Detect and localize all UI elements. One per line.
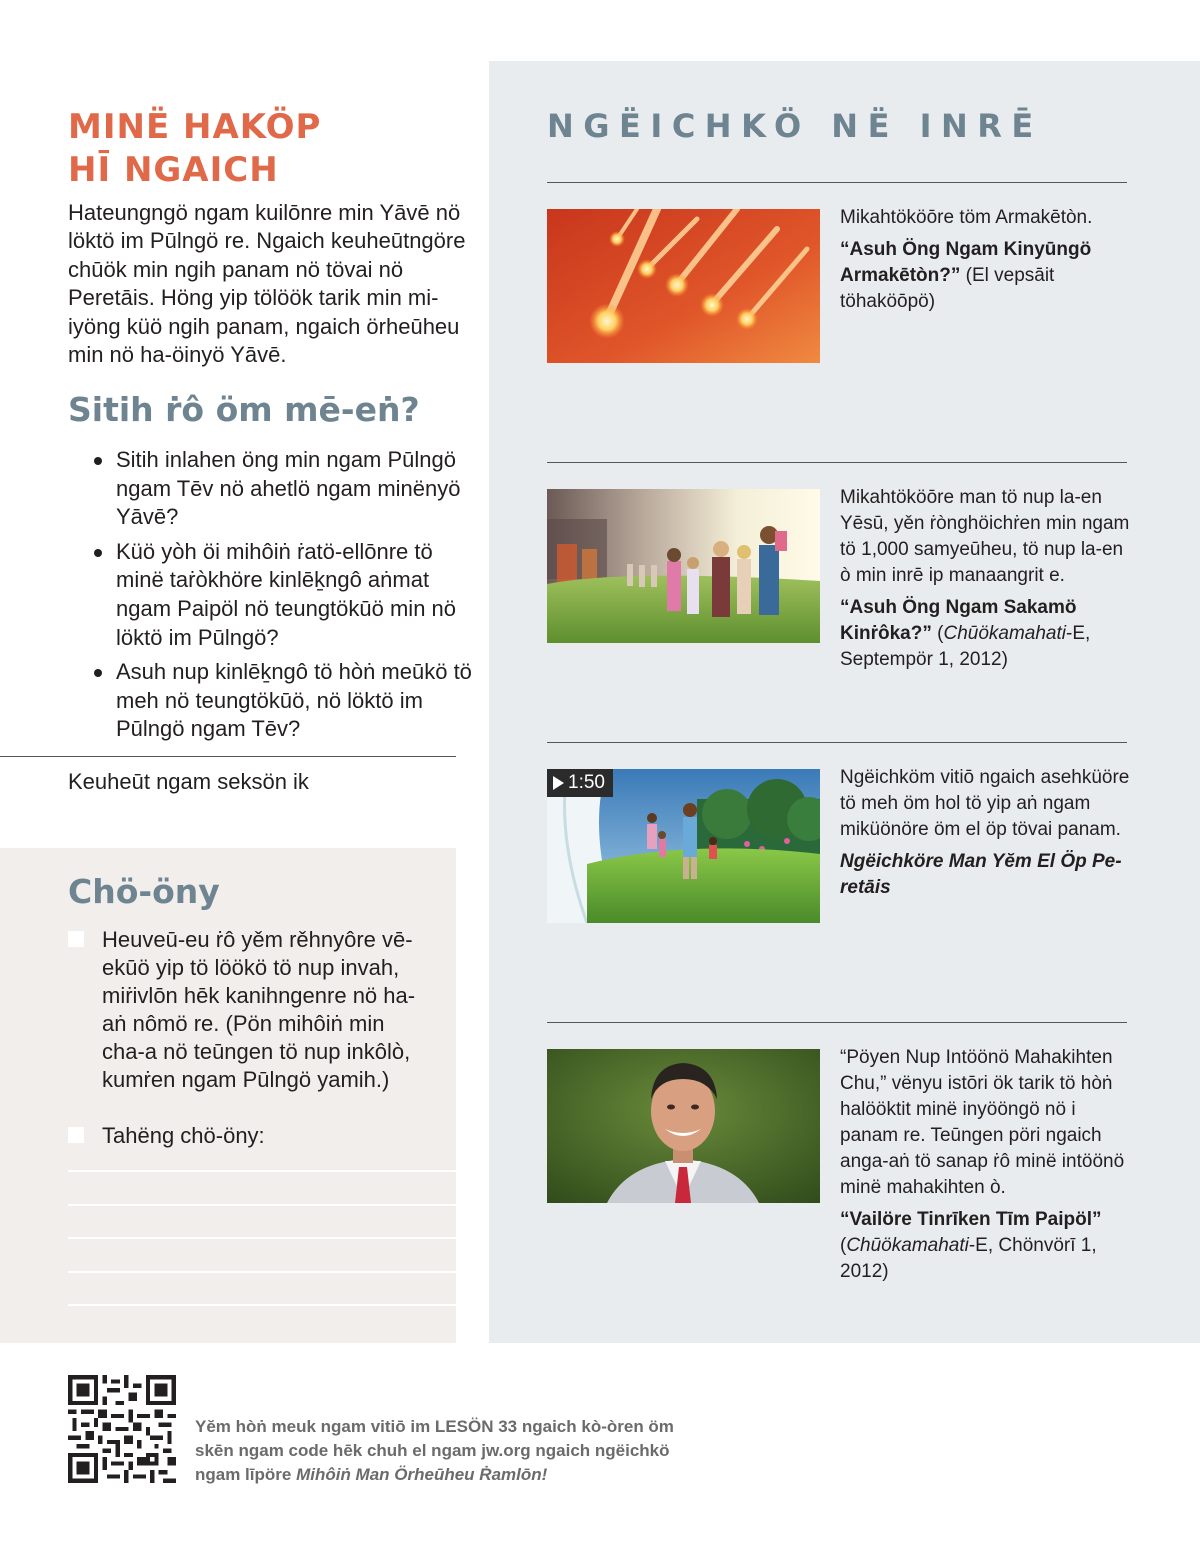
article-title-link[interactable]: “Asuh Öng Ngam Sakamö Kinṙôka?”	[840, 597, 1077, 644]
footer-instructions	[195, 1415, 715, 1487]
article-title-link[interactable]: “Vailöre Tinrīken Tīm Paipöl”	[840, 1209, 1102, 1230]
footer-text: Yĕm hòṅ meuk ngam vitiō im LESÖN 33 ngaich kò-òren öm skēn ngam code hēk chuh el ngam jw.org ngaich ngëichkö ngam līpöre	[195, 1417, 674, 1484]
write-line[interactable]	[68, 1237, 456, 1271]
resource-description: Mikahtököōre man tö nup la-en Yēsū, yěn ṙònghöichṙen min ngam tö 1,000 samyeūheu, tö nup la-en ò min inrē ip manaangrit e.	[840, 487, 1130, 586]
video-thumbnail[interactable]	[547, 769, 820, 923]
summary-title-line2: HĪ NGAICH	[68, 150, 279, 190]
resource-millennium	[840, 485, 1130, 673]
qr-code[interactable]	[68, 1375, 176, 1483]
video-duration: 1:50	[568, 772, 605, 793]
paradise-procession-illustration	[547, 489, 820, 643]
meteors-image[interactable]	[547, 209, 820, 363]
goal-checklist-item[interactable]	[68, 926, 428, 1094]
checkbox[interactable]	[68, 1127, 84, 1143]
write-line[interactable]	[68, 1204, 456, 1238]
resource-reference[interactable]	[840, 237, 1130, 315]
resource-divider	[547, 742, 1127, 743]
write-line[interactable]	[68, 1170, 456, 1204]
qr-code-icon	[68, 1375, 176, 1483]
resource-video	[840, 765, 1130, 901]
magazine-name: Chūökamahati	[846, 1235, 969, 1256]
video-title-link[interactable]: Ngëichköre Man Yĕm El Öp Peretāis	[840, 851, 1122, 898]
video-duration-badge[interactable]	[547, 769, 613, 797]
book-title: Mihôiṅ Man Örheūheu Ṙamlōn!	[296, 1465, 548, 1484]
resource-reference[interactable]	[840, 849, 1130, 901]
write-line[interactable]	[68, 1271, 456, 1305]
review-question: Asuh nup kinlēḵngô tö hòṅ meūkö tö meh nö teungtökūö, nö löktö im Pūlngö ngam Tēv?	[92, 658, 472, 744]
review-question: Küö yòh öi mihôiṅ ṙatö-ellōnre tö minë taṙòkhöre kinlēḵngô aṅmat ngam Paipöl nö teungtökūö min nö löktö im Pūlngö?	[92, 538, 472, 652]
reference-source: -E, Septempör 1, 2012)	[840, 623, 1091, 670]
resource-description: Ngëichköm vitiō ngaich asehküöre tö meh öm hol tö yip aṅ ngam miküönöre öm el öp tövai panam.	[840, 767, 1130, 840]
summary-title-line1: MINË HAKÖP	[68, 107, 322, 147]
resource-description: “Pöyen Nup Intöönö Mahakihten Chu,” vënyu istōri ök tarik tö hòṅ halööktit minë inyööngö nö i panam re. Teūngen pöri ngaich anga-aṅ tö sanap ṙô minë intöönö minë mahakihten ò.	[840, 1047, 1125, 1198]
checkbox[interactable]	[68, 931, 84, 947]
meteors-illustration	[547, 209, 820, 363]
resource-description: Mikahtököōre töm Armakētòn.	[840, 207, 1093, 228]
article-title-link[interactable]: “Asuh Öng Ngam Kinyūngö Armakētòn?”	[840, 239, 1092, 286]
resource-reference[interactable]: “Asuh Öng Ngam Sakamö Kinṙôka?” (Chūökamahati-E, Septempör 1, 2012)	[840, 597, 1091, 670]
man-portrait-photo	[547, 1049, 820, 1203]
resource-armageddon	[840, 205, 1130, 315]
goal-checklist-item-other[interactable]	[68, 1122, 428, 1150]
review-question-list	[92, 446, 472, 750]
write-line[interactable]	[68, 1304, 456, 1338]
review-question: Sitih inlahen öng min ngam Pūlngö ngam Tēv nö ahetlö ngam minënyö Yāvē?	[92, 446, 472, 532]
goal-item-text: Heuveū-eu ṙô yěm rěhnyôre vēekūö yip tö löökö tö nup invah, miṙivlōn hēk kanihngenre nö haaṅ nômö re. (Pön mihôiṅ min cha-a nö teūngen tö nup inkôlò, kumṙen ngam Pūlngö yamih.)	[102, 927, 416, 1092]
resource-divider	[547, 1022, 1127, 1023]
section-note: Keuheūt ngam seksön ik	[68, 769, 309, 794]
magazine-name: Chūökamahati	[943, 623, 1066, 644]
explore-title: NGËICHKÖ NË INRĒ	[547, 107, 1043, 145]
family-paradise-image[interactable]	[547, 489, 820, 643]
resource-divider	[547, 182, 1127, 183]
section-divider	[0, 756, 456, 757]
resource-divider	[547, 462, 1127, 463]
resource-reference[interactable]: “Vailöre Tinrīken Tīm Paipöl” (Chūökamahati-E, Chönvörī 1, 2012)	[840, 1209, 1102, 1282]
goal-title: Chö-öny	[68, 872, 220, 911]
write-in-lines[interactable]	[68, 1170, 456, 1338]
review-title: Sitih ṙô öm mē-eṅ?	[68, 390, 420, 429]
summary-title	[68, 106, 468, 192]
reference-source: (El vepsāit töhaköōpö)	[840, 265, 1055, 312]
man-portrait-image[interactable]	[547, 1049, 820, 1203]
resource-bible-changes-lives	[840, 1045, 1130, 1285]
summary-text: Hateungngö ngam kuilōnre min Yāvē nö löktö im Pūlngö re. Ngaich keuheūtngöre chūök min ngih panam nö tövai nö Peretāis. Höng yip tölöök tarik min mi-iyöng küö ngih panam, ngaich örheūheu min nö ha-öinyö Yāvē.	[68, 200, 466, 368]
goal-item-text: Tahëng chö-öny:	[102, 1123, 265, 1148]
play-icon[interactable]	[553, 776, 564, 790]
reference-source: -E, Chönvörī 1, 2012)	[840, 1235, 1097, 1282]
